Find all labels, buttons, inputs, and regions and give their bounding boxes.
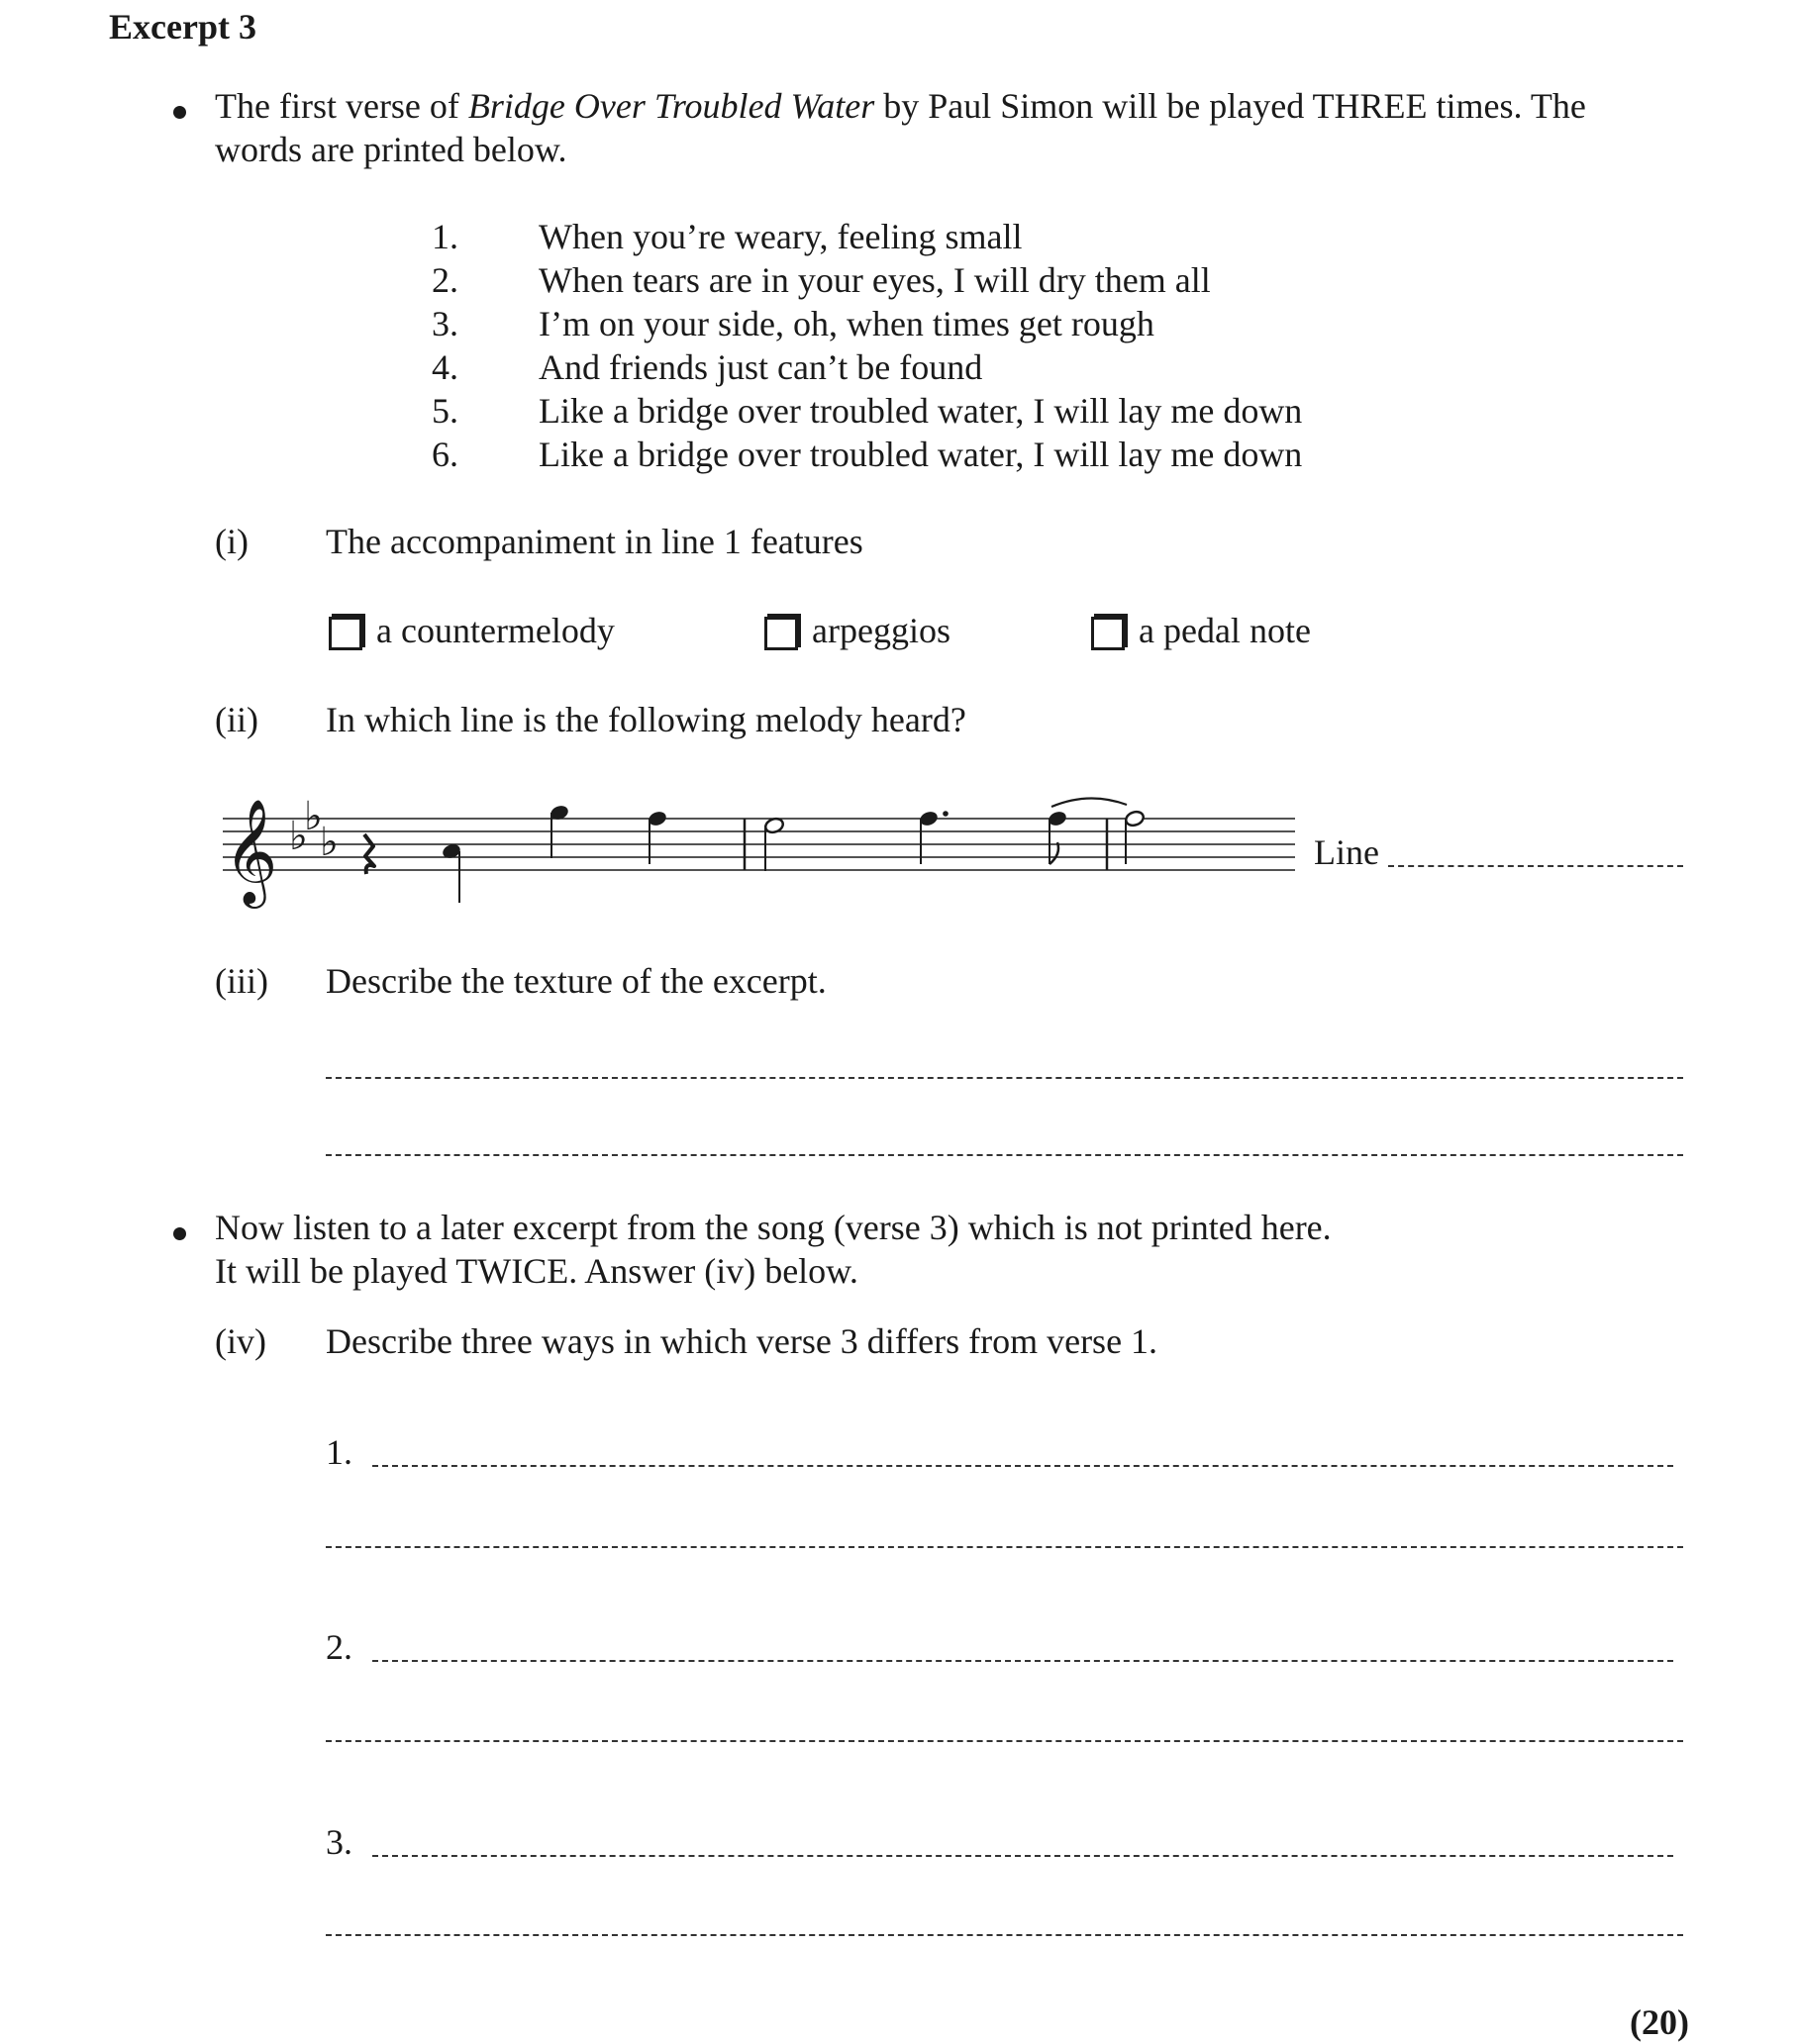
option-label: a pedal note [1139, 611, 1311, 650]
lyric-number: 4. [432, 347, 458, 387]
answer-line[interactable] [372, 1465, 1673, 1467]
flat-icon: ♭ [289, 814, 308, 859]
intro-line2: words are printed below. [215, 130, 567, 169]
answer-line[interactable] [326, 1077, 1683, 1079]
option-arpeggios[interactable] [764, 610, 950, 652]
question-i-label: (i) [215, 522, 249, 561]
melody-notation [208, 777, 1297, 916]
answer-line[interactable] [326, 1934, 1683, 1936]
tie [1051, 798, 1127, 807]
question-iv-label: (iv) [215, 1321, 266, 1361]
key-signature [289, 794, 339, 865]
question-i-text: The accompaniment in line 1 features [326, 522, 863, 561]
lyric-number: 1. [432, 217, 458, 256]
flat-icon: ♭ [320, 820, 339, 865]
intro-suffix: by Paul Simon will be played THREE times. The [874, 86, 1586, 126]
marks-total: (20) [1630, 2002, 1689, 2042]
lyric-number: 3. [432, 304, 458, 343]
question-ii-label: (ii) [215, 700, 258, 739]
flat-icon: ♭ [304, 794, 323, 839]
intro-text [215, 85, 1586, 128]
lyric-line: Like a bridge over troubled water, I will lay me down [539, 391, 1303, 431]
answer-number: 3. [326, 1822, 352, 1862]
question-iv-text: Describe three ways in which verse 3 differs from verse 1. [326, 1321, 1158, 1361]
lyric-number: 6. [432, 435, 458, 474]
bullet2-line1: Now listen to a later excerpt from the song (verse 3) which is not printed here. [215, 1208, 1332, 1247]
lyric-number: 2. [432, 260, 458, 300]
dot [943, 811, 949, 817]
checkbox-pedal-note[interactable] [1091, 617, 1125, 650]
question-iii-label: (iii) [215, 961, 268, 1001]
question-iii-text: Describe the texture of the excerpt. [326, 961, 827, 1001]
bullet-icon [173, 106, 186, 119]
bullet-icon [173, 1227, 186, 1240]
lyric-line: When tears are in your eyes, I will dry them all [539, 260, 1211, 300]
answer-number: 2. [326, 1627, 352, 1667]
answer-line[interactable] [326, 1740, 1683, 1742]
intro-prefix: The first verse of [215, 86, 468, 126]
excerpt-heading: Excerpt 3 [109, 7, 256, 47]
answer-line[interactable] [326, 1546, 1683, 1548]
answer-line[interactable] [326, 1154, 1683, 1156]
lyric-line: And friends just can’t be found [539, 347, 983, 387]
note-flag [1050, 842, 1058, 864]
option-label: a countermelody [376, 611, 615, 650]
lyric-line: Like a bridge over troubled water, I will lay me down [539, 435, 1303, 474]
note-head [1124, 810, 1145, 827]
lyric-line: I’m on your side, oh, when times get rough [539, 304, 1154, 343]
quarter-rest-icon [364, 834, 374, 874]
bullet2-line2: It will be played TWICE. Answer (iv) below. [215, 1251, 858, 1291]
song-title: Bridge Over Troubled Water [467, 86, 875, 126]
answer-line[interactable] [372, 1855, 1673, 1857]
option-countermelody[interactable] [329, 610, 615, 652]
question-ii-text: In which line is the following melody heard? [326, 700, 966, 739]
checkbox-countermelody[interactable] [329, 617, 362, 650]
lyric-number: 5. [432, 391, 458, 431]
option-label: arpeggios [812, 611, 950, 650]
checkbox-arpeggios[interactable] [764, 617, 798, 650]
treble-clef-icon: 𝄞 [224, 798, 278, 904]
line-answer-field[interactable] [1388, 865, 1683, 867]
answer-line[interactable] [372, 1660, 1673, 1662]
lyric-line: When you’re weary, feeling small [539, 217, 1023, 256]
line-answer-label: Line [1314, 832, 1379, 872]
option-pedal-note[interactable] [1091, 610, 1311, 652]
answer-number: 1. [326, 1432, 352, 1472]
